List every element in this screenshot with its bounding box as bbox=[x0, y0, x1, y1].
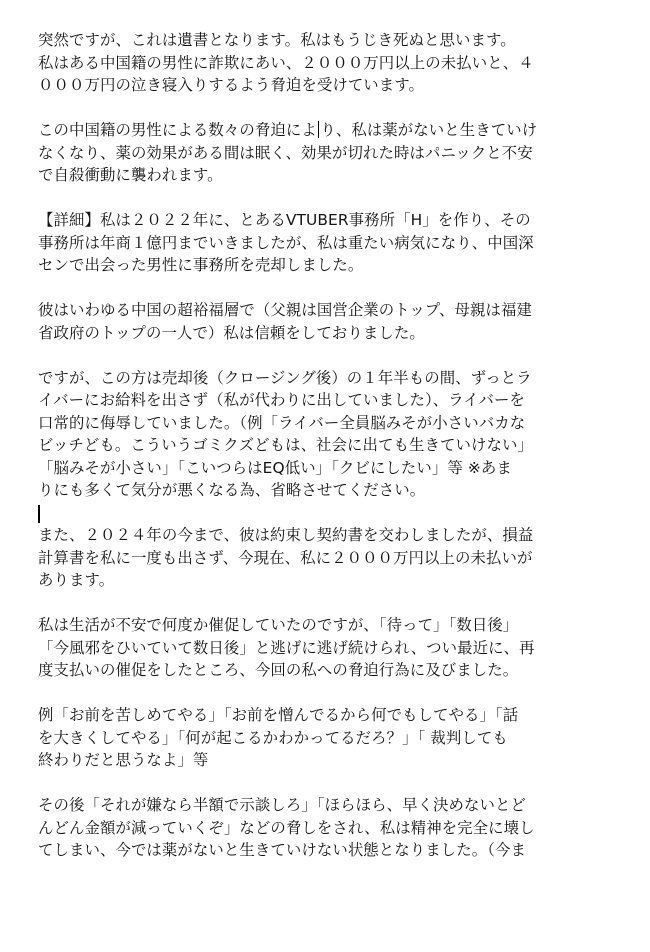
text-line: 例「お前を苦しめてやる」「お前を憎んでるから何でもしてやる」「話 bbox=[38, 706, 519, 724]
text-line: 終わりだと思うなよ」等 bbox=[38, 751, 209, 769]
text-line: ビッチども。こういうゴミクズどもは、社会に出ても生きていけない」 bbox=[38, 436, 533, 454]
document-body[interactable] bbox=[38, 29, 623, 862]
text-line: 省政府のトップの一人で）私は信頼をしておりました。 bbox=[38, 323, 425, 342]
text-segment: り、私は薬がないと生きていけ bbox=[320, 121, 538, 139]
text-line: あります。 bbox=[38, 571, 115, 589]
paragraph-gap bbox=[38, 682, 623, 705]
text-line bbox=[38, 119, 623, 142]
text-line: を大きくしてやる」「何が起こるかわかってるだろ？」「 裁判しても bbox=[38, 728, 508, 747]
text-line: センで出会った男性に事務所を売却しました。 bbox=[38, 256, 364, 274]
text-line: 事務所は年商１億円までいきましたが、私は重たい病気になり、中国深 bbox=[38, 233, 534, 252]
paragraph-2 bbox=[38, 119, 623, 187]
text-line: 度支払いの催促をしたところ、今回の私への脅迫行為に及びました。 bbox=[38, 661, 519, 679]
paragraph-3 bbox=[38, 209, 623, 277]
paragraph-gap bbox=[38, 592, 623, 615]
text-line: その後「それが嫌なら半額で示談しろ」「ほらほら、早く決めないとど bbox=[38, 796, 527, 814]
paragraph-gap bbox=[38, 187, 623, 210]
paragraph-4 bbox=[38, 299, 623, 344]
paragraph-gap bbox=[38, 97, 623, 120]
text-line: イバーにお給料を出さず（私が代わりに出していました）、ライバーを bbox=[38, 391, 525, 409]
text-line: また、２０２４年の今まで、彼は約束し契約書を交わしましたが、損益 bbox=[38, 526, 534, 544]
text-line: で自殺衝動に襲われます。 bbox=[38, 166, 223, 184]
text-line: てしまい、今では薬がないと生きていけない状態となりました。（今ま bbox=[38, 841, 527, 859]
text-line: 計算書を私に一度も出さず、今現在、私に２０００万円以上の未払いが bbox=[38, 548, 533, 567]
text-line: 口常的に侮辱していました。（例「ライバー全員脳みそが小さいバカな bbox=[38, 413, 526, 432]
text-line: りにも多くて気分が悪くなる為、省略させてください。 bbox=[38, 481, 426, 499]
paragraph-gap bbox=[38, 344, 623, 367]
paragraph-1 bbox=[38, 29, 623, 97]
text-line: 彼はいわゆる中国の超裕福層で（父親は国営企業のトップ、母親は福建 bbox=[38, 301, 533, 319]
text-line: なくなり、薬の効果がある間は眠く、効果が切れた時はパニックと不安 bbox=[38, 143, 533, 162]
text-line: 【詳細】私は２０２２年に、とあるVTUBER事務所「H」を作り、その bbox=[38, 211, 531, 229]
text-line: 私は生活が不安で何度か催促していたのですが、「待って」「数日後」 bbox=[38, 616, 519, 634]
text-line: 私はある中国籍の男性に詐欺にあい、２０００万円以上の未払いと、４ bbox=[38, 53, 534, 72]
text-line: ０００万円の泣き寝入りするよう脅迫を受けています。 bbox=[38, 76, 425, 94]
paragraph-7 bbox=[38, 614, 623, 682]
text-segment: この中国籍の男性による数々の脅迫によ bbox=[38, 121, 317, 139]
paragraph-8 bbox=[38, 704, 623, 772]
text-line: 突然ですが、これは遺書となります。私はもうじき死ぬと思います。 bbox=[38, 31, 516, 49]
paragraph-9 bbox=[38, 794, 623, 862]
text-line: ですが、この方は売却後（クロージング後）の１年半もの間、ずっとラ bbox=[38, 368, 532, 387]
text-line: 「脳みそが小さい」「こいつらはEQ低い」「クビにしたい」等 ※あま bbox=[38, 458, 512, 477]
paragraph-gap bbox=[38, 277, 623, 300]
text-line: 「今風邪をひいていて数日後」と逃げに逃げ続けられ、つい最近に、再 bbox=[38, 638, 535, 657]
text-cursor bbox=[38, 505, 40, 523]
paragraph-gap bbox=[38, 772, 623, 795]
paragraph-6 bbox=[38, 524, 623, 592]
text-line: んどん金額が減っていくぞ」などの脅しをされ、私は精神を完全に壊し bbox=[38, 818, 535, 837]
paragraph-5 bbox=[38, 367, 623, 502]
